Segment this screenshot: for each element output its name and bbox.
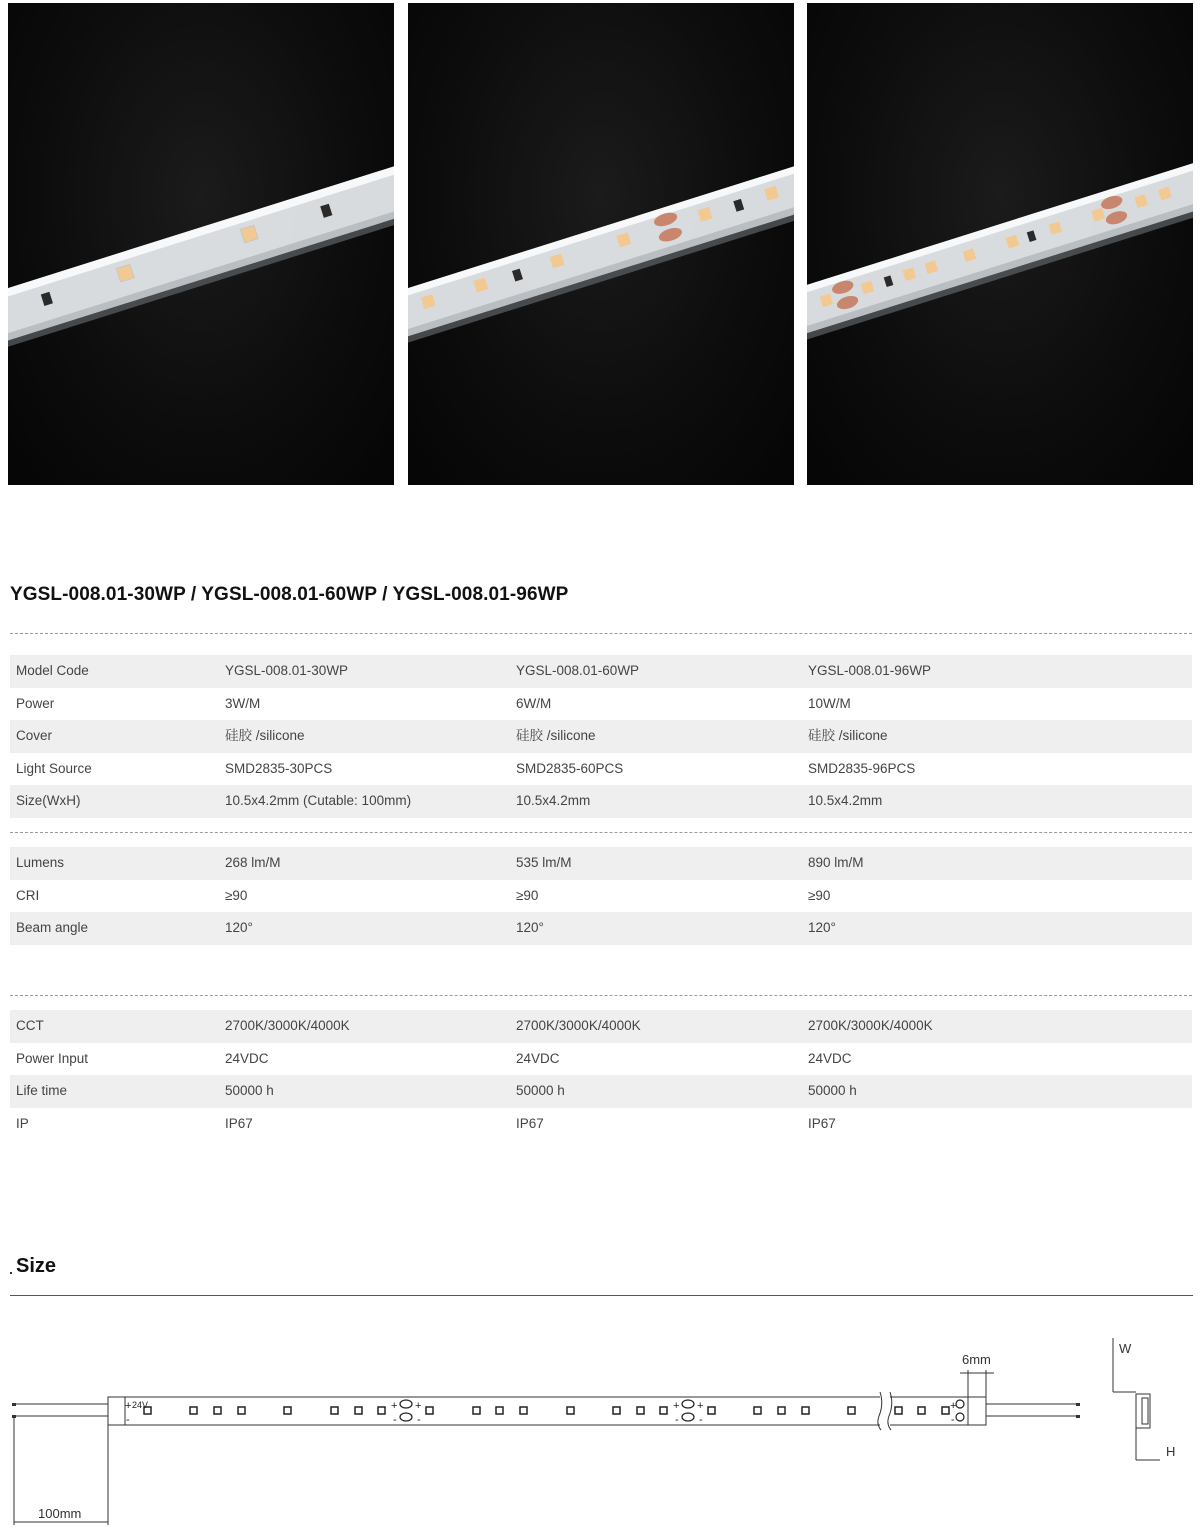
cell-60wp: 硅胶 /silicone	[516, 728, 596, 743]
cell-30wp: IP67	[225, 1115, 253, 1131]
cell-30wp: 50000 h	[225, 1083, 274, 1098]
cell-96wp: SMD2835-96PCS	[808, 760, 916, 776]
row-label: Size(WxH)	[16, 793, 81, 808]
row-label: CRI	[16, 887, 40, 903]
cell-96wp: 10W/M	[808, 695, 851, 711]
cell-30wp: 硅胶 /silicone	[225, 728, 305, 743]
row-label: Power Input	[16, 1050, 89, 1066]
svg-text:+: +	[950, 1400, 957, 1412]
cell-60wp: 535 lm/M	[516, 855, 572, 870]
row-label: Life time	[16, 1083, 68, 1098]
svg-text:+: +	[391, 1400, 398, 1412]
svg-text:-: -	[126, 1414, 130, 1426]
led-strip-image	[807, 146, 1193, 352]
svg-text:-: -	[699, 1414, 703, 1426]
cell-60wp: 24VDC	[516, 1050, 560, 1066]
cell-96wp: 24VDC	[808, 1050, 852, 1066]
cut-pads	[400, 1400, 964, 1421]
led-chips	[144, 1407, 949, 1414]
cell-30wp: 3W/M	[225, 695, 261, 711]
spec-table-basic	[10, 655, 1192, 818]
dimension-end-cap: 6mm	[962, 1352, 991, 1367]
product-photo-60wp	[408, 3, 794, 485]
cell-60wp: 50000 h	[516, 1083, 565, 1098]
cell-96wp: 120°	[808, 920, 836, 935]
voltage-mark: 24V	[132, 1400, 149, 1410]
svg-text:-: -	[675, 1414, 679, 1426]
table-row	[10, 720, 1192, 753]
cell-60wp: 6W/M	[516, 695, 552, 711]
cell-30wp: 24VDC	[225, 1050, 269, 1066]
row-label: CCT	[16, 1018, 44, 1033]
svg-text:+: +	[673, 1400, 680, 1412]
svg-text:-: -	[393, 1414, 397, 1426]
cell-60wp: IP67	[516, 1115, 544, 1131]
svg-text:+: +	[125, 1400, 132, 1412]
cell-60wp: 120°	[516, 920, 544, 935]
cell-30wp: 268 lm/M	[225, 855, 281, 870]
svg-text:+: +	[697, 1400, 704, 1412]
cell-96wp: 2700K/3000K/4000K	[808, 1018, 933, 1033]
cell-96wp: ≥90	[808, 887, 831, 903]
svg-text:-: -	[951, 1414, 955, 1426]
table-row	[10, 785, 1192, 818]
svg-text:+: +	[415, 1400, 422, 1412]
svg-text:-: -	[417, 1414, 421, 1426]
end-cap-right	[968, 1397, 986, 1425]
cell-30wp: YGSL-008.01-30WP	[225, 663, 349, 678]
row-label: Light Source	[16, 760, 92, 776]
product-title: YGSL-008.01-30WP / YGSL-008.01-60WP / YGSL-008.01-96WP	[10, 584, 569, 605]
dimension-cut-length: 100mm	[38, 1506, 82, 1521]
row-label: Cover	[16, 728, 53, 743]
table-row	[10, 1010, 1192, 1043]
bullet-dot	[10, 1272, 12, 1274]
cell-60wp: 2700K/3000K/4000K	[516, 1018, 641, 1033]
cell-96wp: 硅胶 /silicone	[808, 728, 888, 743]
row-label: Model Code	[16, 663, 89, 678]
cell-96wp: YGSL-008.01-96WP	[808, 663, 932, 678]
cell-60wp: ≥90	[516, 887, 539, 903]
spec-table-optical	[10, 847, 1192, 945]
cell-30wp: ≥90	[225, 887, 248, 903]
cell-30wp: SMD2835-30PCS	[225, 760, 333, 776]
cell-96wp: 50000 h	[808, 1083, 857, 1098]
row-label: Lumens	[16, 855, 65, 870]
cell-60wp: YGSL-008.01-60WP	[516, 663, 640, 678]
divider	[10, 633, 1192, 634]
row-label: Beam angle	[16, 920, 89, 935]
cell-96wp: 890 lm/M	[808, 855, 864, 870]
cell-30wp: 120°	[225, 920, 253, 935]
table-row	[10, 753, 1192, 786]
dimension-width-label: W	[1119, 1341, 1132, 1356]
table-row	[10, 1108, 1192, 1141]
cell-30wp: 2700K/3000K/4000K	[225, 1018, 350, 1033]
table-row	[10, 912, 1192, 945]
table-row	[10, 688, 1192, 721]
product-photo-96wp	[807, 3, 1193, 485]
cell-60wp: 10.5x4.2mm	[516, 793, 591, 808]
size-diagram	[0, 1330, 1200, 1530]
divider	[10, 832, 1192, 833]
led-strip-image	[8, 148, 394, 358]
cell-60wp: SMD2835-60PCS	[516, 760, 624, 776]
row-label: IP	[16, 1115, 29, 1131]
table-row	[10, 655, 1192, 688]
break-mark	[878, 1392, 882, 1430]
size-heading: Size	[16, 1255, 57, 1277]
table-row	[10, 847, 1192, 880]
cell-96wp: 10.5x4.2mm	[808, 793, 883, 808]
product-photo-30wp	[8, 3, 394, 485]
led-strip-image	[408, 148, 794, 354]
table-row	[10, 1043, 1192, 1076]
cell-30wp: 10.5x4.2mm (Cutable: 100mm)	[225, 793, 412, 808]
table-row	[10, 1075, 1192, 1108]
table-row	[10, 880, 1192, 913]
row-label: Power	[16, 695, 55, 711]
divider	[10, 995, 1192, 996]
end-cap-left	[108, 1397, 125, 1425]
cell-96wp: IP67	[808, 1115, 836, 1131]
dimension-height-label: H	[1166, 1444, 1176, 1459]
spec-table-electrical	[10, 1010, 1192, 1140]
section-rule	[10, 1295, 1193, 1296]
